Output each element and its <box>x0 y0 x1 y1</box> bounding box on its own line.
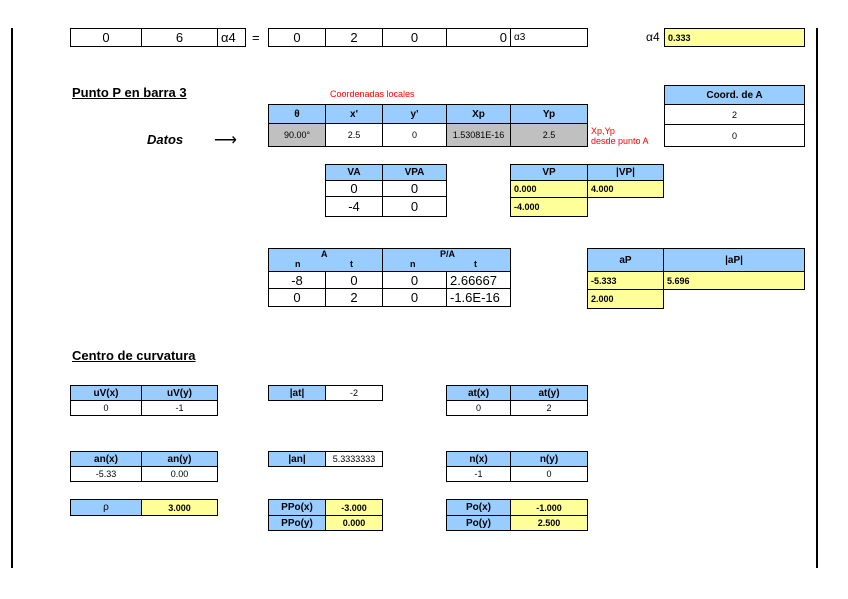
header-ap: aP <box>587 248 664 272</box>
header-ny: n(y) <box>510 451 588 467</box>
uvy-value: -1 <box>141 400 218 416</box>
pox-value: -1.000 <box>510 499 588 516</box>
header-nx: n(x) <box>446 451 511 467</box>
va-row-2: -4 <box>325 196 383 217</box>
xpyp-note-2: desde punto A <box>591 136 649 146</box>
datos-arrow: ⟶ <box>214 132 237 149</box>
top-cell-1: 0 <box>70 28 142 47</box>
top-cell-alpha4: α4 <box>217 28 246 47</box>
ap-magnitude: 5.696 <box>663 271 805 290</box>
at-magnitude-value: -2 <box>325 385 383 401</box>
accel-group-pa: P/A <box>440 249 456 259</box>
any-value: 0.00 <box>141 466 218 482</box>
va-row-1: 0 <box>325 180 383 197</box>
ppoy-value: 0.000 <box>325 515 383 531</box>
alpha4-label: α4 <box>646 30 660 44</box>
vpa-row-2: 0 <box>382 196 447 217</box>
vp-magnitude: 4.000 <box>587 180 664 198</box>
accel-sub-t2: t <box>474 259 477 269</box>
accel-group-a: A <box>321 249 328 259</box>
header-aty: at(y) <box>510 385 588 401</box>
header-ap-magnitude: |aP| <box>663 248 805 272</box>
header-vp-magnitude: |VP| <box>587 164 664 181</box>
an-magnitude-value: 5.3333333 <box>325 451 383 467</box>
header-y-local: y' <box>382 104 447 124</box>
anx-value: -5.33 <box>70 466 142 482</box>
poy-label: Po(y) <box>446 515 511 531</box>
pox-label: Po(x) <box>446 499 511 516</box>
accel-sub-n1: n <box>295 259 301 269</box>
top-cell-5: 0 <box>382 28 447 47</box>
top-cell-3: 0 <box>268 28 326 47</box>
value-xp: 1.53081E-16 <box>446 123 511 147</box>
ap-y: 2.000 <box>587 289 664 309</box>
header-theta: θ <box>268 104 326 124</box>
accel-r1-c2: 0 <box>325 271 383 289</box>
rho-label: ρ <box>70 499 142 516</box>
header-x-local: x' <box>325 104 383 124</box>
ny-value: 0 <box>510 466 588 482</box>
right-border-line <box>816 28 818 568</box>
rho-value: 3.000 <box>141 499 218 516</box>
header-vpa: VPA <box>382 164 447 181</box>
top-cell-2: 6 <box>141 28 218 47</box>
accel-r1-c3: 0 <box>382 271 447 289</box>
coord-a-y: 0 <box>664 124 805 147</box>
header-uvy: uV(y) <box>141 385 218 401</box>
accel-r2-c2: 2 <box>325 288 383 307</box>
accel-r1-c4: 2.66667 <box>446 271 511 289</box>
top-cell-6: 0 <box>446 28 511 47</box>
header-va: VA <box>325 164 383 181</box>
header-xp: Xp <box>446 104 511 124</box>
accel-r2-c3: 0 <box>382 288 447 307</box>
header-anx: an(x) <box>70 451 142 467</box>
header-atx: at(x) <box>446 385 511 401</box>
coord-a-x: 2 <box>664 104 805 125</box>
accel-sub-n2: n <box>410 259 416 269</box>
local-coords-caption: Coordenadas locales <box>330 89 415 99</box>
aty-value: 2 <box>510 400 588 416</box>
xpyp-note-1: Xp,Yp <box>591 126 615 136</box>
value-x-local: 2.5 <box>325 123 383 147</box>
an-magnitude-label: |an| <box>268 451 326 467</box>
accel-r2-c4: -1.6E-16 <box>446 288 511 307</box>
atx-value: 0 <box>446 400 511 416</box>
vp-x: 0.000 <box>510 180 588 198</box>
value-theta: 90.00° <box>268 123 326 147</box>
ap-x: -5.333 <box>587 271 664 290</box>
value-yp: 2.5 <box>510 123 588 147</box>
at-magnitude-label: |at| <box>268 385 326 401</box>
accel-r1-c1: -8 <box>268 271 326 289</box>
equals-sign: = <box>252 30 260 45</box>
vp-y: -4.000 <box>510 197 588 217</box>
header-uvx: uV(x) <box>70 385 142 401</box>
top-cell-alpha3: α3 <box>510 28 588 47</box>
accel-r2-c1: 0 <box>268 288 326 307</box>
top-cell-4: 2 <box>325 28 383 47</box>
datos-label: Datos <box>147 132 184 147</box>
header-vp: VP <box>510 164 588 181</box>
punto-heading: Punto P en barra 3 <box>72 85 187 100</box>
centro-heading: Centro de curvatura <box>72 348 196 363</box>
header-any: an(y) <box>141 451 218 467</box>
ppoy-label: PPo(y) <box>268 515 326 531</box>
vpa-row-1: 0 <box>382 180 447 197</box>
accel-sub-t1: t <box>350 259 353 269</box>
ppox-label: PPo(x) <box>268 499 326 516</box>
ppox-value: -3.000 <box>325 499 383 516</box>
nx-value: -1 <box>446 466 511 482</box>
uvx-value: 0 <box>70 400 142 416</box>
left-border-line <box>11 28 13 568</box>
header-yp: Yp <box>510 104 588 124</box>
value-y-local: 0 <box>382 123 447 147</box>
alpha4-value: 0.333 <box>664 28 805 47</box>
poy-value: 2.500 <box>510 515 588 531</box>
coord-a-header: Coord. de A <box>664 85 805 105</box>
